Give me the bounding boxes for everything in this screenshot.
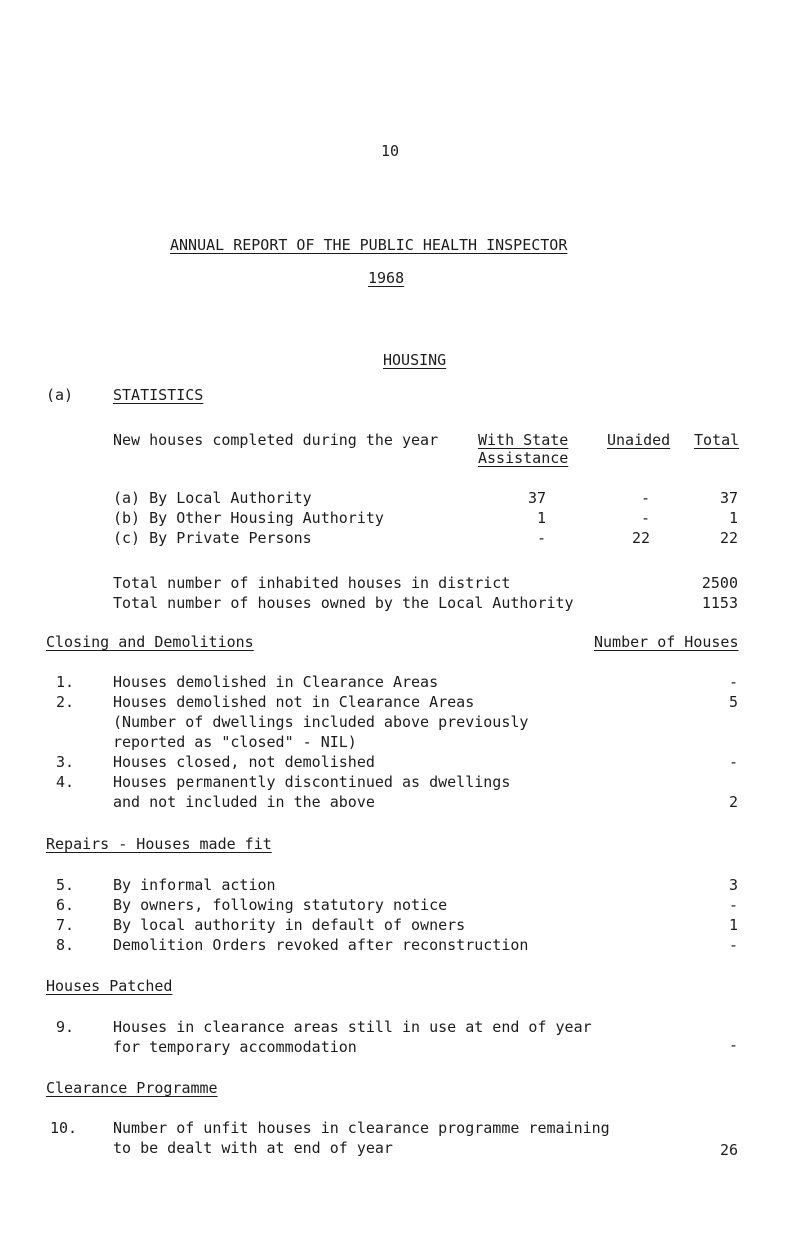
- section-heading: HOUSING: [383, 351, 447, 369]
- item-text: By informal action: [113, 876, 276, 894]
- stats-row-state: -: [536, 529, 546, 547]
- total-owned-value: 1153: [701, 594, 738, 612]
- item-text: By owners, following statutory notice: [113, 896, 448, 914]
- col-with-state: With State: [478, 431, 569, 449]
- stats-row-total: 37: [719, 489, 738, 507]
- item-number: 1.: [56, 673, 75, 691]
- report-year: 1968: [368, 269, 405, 287]
- closing-heading: Closing and Demolitions: [46, 633, 254, 651]
- stats-row-label: (b) By Other Housing Authority: [113, 509, 384, 527]
- stats-row-unaided: -: [640, 509, 650, 527]
- item-value: 26: [719, 1141, 738, 1159]
- statistics-label: (a): [46, 386, 74, 404]
- item-text: Houses demolished in Clearance Areas: [113, 673, 439, 691]
- item-number: 2.: [56, 693, 75, 711]
- statistics-heading: STATISTICS: [113, 386, 204, 404]
- stats-row-label: (a) By Local Authority: [113, 489, 312, 507]
- repairs-heading: Repairs - Houses made fit: [46, 835, 272, 853]
- item-text: Number of unfit houses in clearance programme remaining: [113, 1119, 610, 1137]
- col-with-state-sub: Assistance: [478, 449, 569, 467]
- total-owned-label: Total number of houses owned by the Local Authority: [113, 594, 574, 612]
- item-text: for temporary accommodation: [113, 1038, 357, 1056]
- stats-row-total: 22: [719, 529, 738, 547]
- item-text: Houses demolished not in Clearance Areas: [113, 693, 475, 711]
- col-unaided: Unaided: [607, 431, 671, 449]
- item-text: Houses permanently discontinued as dwellings: [113, 773, 511, 791]
- total-inhabited-value: 2500: [701, 574, 738, 592]
- item-text: Demolition Orders revoked after reconstruction: [113, 936, 529, 954]
- item-value: -: [728, 1036, 738, 1054]
- col-total: Total: [694, 431, 740, 449]
- item-text: Houses in clearance areas still in use at end of year: [113, 1018, 592, 1036]
- item-value: 1: [728, 916, 738, 934]
- item-number: 3.: [56, 753, 75, 771]
- clearance-heading: Clearance Programme: [46, 1079, 218, 1097]
- item-number: 6.: [56, 896, 75, 914]
- total-inhabited-label: Total number of inhabited houses in district: [113, 574, 511, 592]
- item-value: -: [728, 896, 738, 914]
- item-value: -: [728, 753, 738, 771]
- item-number: 10.: [50, 1119, 78, 1137]
- item-number: 9.: [56, 1018, 75, 1036]
- item-number: 8.: [56, 936, 75, 954]
- stats-row-state: 37: [527, 489, 546, 507]
- closing-column-heading: Number of Houses: [594, 633, 739, 651]
- patched-heading: Houses Patched: [46, 977, 173, 995]
- report-title: ANNUAL REPORT OF THE PUBLIC HEALTH INSPECTOR: [170, 236, 568, 254]
- page-number: 10: [381, 142, 400, 160]
- item-text: (Number of dwellings included above previously: [113, 713, 529, 731]
- item-text: and not included in the above: [113, 793, 375, 811]
- item-value: 3: [728, 876, 738, 894]
- item-number: 7.: [56, 916, 75, 934]
- stats-row-header: New houses completed during the year: [113, 431, 439, 449]
- item-number: 5.: [56, 876, 75, 894]
- stats-row-state: 1: [536, 509, 546, 527]
- item-value: 5: [728, 693, 738, 711]
- item-text: reported as "closed" - NIL): [113, 733, 357, 751]
- stats-row-total: 1: [728, 509, 738, 527]
- item-text: to be dealt with at end of year: [113, 1139, 393, 1157]
- item-text: By local authority in default of owners: [113, 916, 466, 934]
- item-number: 4.: [56, 773, 75, 791]
- stats-row-unaided: -: [640, 489, 650, 507]
- item-value: 2: [728, 793, 738, 811]
- stats-row-label: (c) By Private Persons: [113, 529, 312, 547]
- item-value: -: [728, 936, 738, 954]
- stats-row-unaided: 22: [631, 529, 650, 547]
- item-value: -: [728, 673, 738, 691]
- item-text: Houses closed, not demolished: [113, 753, 375, 771]
